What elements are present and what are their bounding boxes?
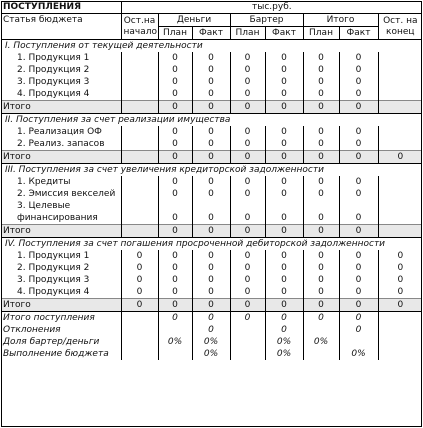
value-cell — [121, 188, 158, 200]
value-cell: 0% — [265, 348, 303, 360]
value-cell: 0 — [339, 101, 378, 114]
value-cell — [121, 151, 158, 164]
value-cell: 0 — [158, 212, 192, 225]
value-cell: 0 — [265, 212, 303, 225]
value-cell: 0 — [265, 250, 303, 262]
row-label: Итого — [1, 225, 121, 238]
value-cell: 0 — [158, 176, 192, 188]
value-cell — [158, 324, 192, 336]
closing-balance-line2: конец — [386, 26, 415, 37]
section-title: IV. Поступления за счет погашения просроченной дебиторской задолженности — [1, 238, 422, 251]
value-cell: 0 — [192, 225, 230, 238]
value-cell: 0 — [265, 101, 303, 114]
value-cell — [121, 101, 158, 114]
value-cell: 0 — [303, 76, 339, 88]
value-cell: 0 — [158, 138, 192, 151]
value-cell: 0 — [121, 299, 158, 312]
value-cell: 0 — [230, 88, 265, 101]
row-label: 2. Продукция 2 — [17, 263, 90, 273]
total-row — [1, 101, 422, 114]
value-cell: 0 — [158, 52, 192, 64]
total-fact-header: Факт — [339, 27, 378, 40]
value-cell — [230, 200, 265, 212]
table-row — [1, 200, 422, 212]
section-title: II. Поступления за счет реализации имущества — [1, 114, 422, 127]
value-cell: 0 — [303, 88, 339, 101]
value-cell — [378, 324, 422, 336]
value-cell: 0 — [339, 188, 378, 200]
value-cell: 0 — [339, 274, 378, 286]
value-cell: 0 — [265, 286, 303, 299]
table-row — [1, 212, 422, 225]
closing-balance-line1: Ост. на — [383, 15, 418, 26]
value-cell: 0 — [230, 188, 265, 200]
row-label: 3. Продукция 3 — [17, 275, 90, 285]
value-cell — [378, 64, 422, 76]
value-cell: 0 — [303, 101, 339, 114]
value-cell: 0 — [339, 250, 378, 262]
value-cell: 0 — [230, 250, 265, 262]
value-cell — [378, 76, 422, 88]
value-cell: 0 — [303, 52, 339, 64]
value-cell: 0 — [378, 151, 422, 164]
value-cell: 0 — [339, 299, 378, 312]
table-row — [1, 52, 422, 64]
row-label: 4. Продукция 4 — [17, 287, 90, 297]
value-cell: 0 — [192, 188, 230, 200]
value-cell: 0 — [303, 225, 339, 238]
value-cell: 0 — [230, 212, 265, 225]
value-cell — [121, 225, 158, 238]
total-plan-header: План — [303, 27, 339, 40]
value-cell: 0 — [378, 286, 422, 299]
value-cell — [378, 88, 422, 101]
barter-plan-header: План — [230, 27, 265, 40]
table-row — [1, 88, 422, 101]
table-row — [1, 126, 422, 138]
total-row — [1, 151, 422, 164]
value-cell: 0 — [230, 312, 265, 325]
value-cell: 0 — [230, 52, 265, 64]
value-cell: 0 — [265, 225, 303, 238]
value-cell: 0 — [192, 88, 230, 101]
value-cell: 0 — [230, 225, 265, 238]
value-cell: 0 — [303, 286, 339, 299]
value-cell: 0 — [265, 76, 303, 88]
value-cell: 0 — [158, 64, 192, 76]
value-cell — [121, 88, 158, 101]
value-cell: 0 — [265, 176, 303, 188]
section-title: III. Поступления за счет увеличения кредиторской задолженности — [1, 164, 422, 177]
section-title: I. Поступления от текущей деятельности — [1, 40, 422, 53]
value-cell — [265, 200, 303, 212]
value-cell: 0% — [158, 336, 192, 348]
value-cell — [378, 348, 422, 360]
opening-balance-line1: Ост.на — [123, 15, 156, 26]
value-cell — [378, 336, 422, 348]
value-cell: 0 — [265, 151, 303, 164]
total-row — [1, 225, 422, 238]
value-cell: 0 — [230, 76, 265, 88]
value-cell: 0 — [339, 286, 378, 299]
barter-header: Бартер — [230, 14, 303, 27]
value-cell: 0% — [192, 336, 230, 348]
value-cell: 0 — [265, 88, 303, 101]
value-cell: 0 — [121, 274, 158, 286]
table-row — [1, 176, 422, 188]
value-cell — [378, 52, 422, 64]
value-cell: 0 — [121, 286, 158, 299]
row-label: 1. Продукция 1 — [17, 53, 90, 63]
value-cell: 0 — [121, 250, 158, 262]
value-cell: 0 — [158, 262, 192, 274]
value-cell: 0 — [339, 312, 378, 325]
value-cell: 0 — [158, 312, 192, 325]
row-label: Доля бартер/деньги — [3, 337, 100, 347]
value-cell: 0 — [230, 151, 265, 164]
value-cell: 0 — [265, 274, 303, 286]
opening-balance-header — [121, 14, 158, 40]
value-cell — [378, 138, 422, 151]
value-cell: 0 — [303, 138, 339, 151]
value-cell: 0 — [158, 101, 192, 114]
value-cell: 0 — [303, 64, 339, 76]
value-cell: 0 — [378, 262, 422, 274]
value-cell — [378, 176, 422, 188]
value-cell — [378, 212, 422, 225]
money-plan-header: План — [158, 27, 192, 40]
value-cell: 0 — [265, 52, 303, 64]
value-cell — [192, 200, 230, 212]
value-cell: 0 — [158, 274, 192, 286]
value-cell: 0 — [192, 101, 230, 114]
value-cell: 0 — [339, 52, 378, 64]
row-label: 2. Реализ. запасов — [17, 139, 105, 149]
table-title: ПОСТУПЛЕНИЯ — [1, 1, 121, 14]
value-cell: 0 — [339, 151, 378, 164]
value-cell: 0 — [192, 52, 230, 64]
value-cell: 0 — [158, 188, 192, 200]
value-cell — [158, 200, 192, 212]
summary-row — [1, 348, 422, 360]
row-label: 2. Продукция 2 — [17, 65, 90, 75]
row-label: Итого — [1, 151, 121, 164]
value-cell: 0 — [230, 101, 265, 114]
value-cell: 0 — [192, 262, 230, 274]
value-cell — [230, 324, 265, 336]
value-cell — [303, 200, 339, 212]
value-cell: 0 — [339, 88, 378, 101]
value-cell — [230, 348, 265, 360]
value-cell — [339, 200, 378, 212]
value-cell: 0 — [192, 312, 230, 325]
value-cell — [378, 200, 422, 212]
value-cell: 0 — [121, 262, 158, 274]
value-cell: 0% — [339, 348, 378, 360]
value-cell: 0% — [192, 348, 230, 360]
value-cell: 0 — [265, 188, 303, 200]
table-row — [1, 188, 422, 200]
value-cell: 0 — [230, 64, 265, 76]
value-cell: 0 — [339, 212, 378, 225]
value-cell: 0 — [192, 274, 230, 286]
value-cell: 0 — [192, 151, 230, 164]
value-cell — [121, 52, 158, 64]
value-cell — [121, 126, 158, 138]
value-cell: 0 — [265, 138, 303, 151]
value-cell — [303, 348, 339, 360]
value-cell: 0 — [339, 76, 378, 88]
section-title-row — [1, 164, 422, 177]
closing-balance-header — [378, 14, 422, 40]
value-cell: 0 — [158, 76, 192, 88]
value-cell: 0 — [158, 299, 192, 312]
value-cell: 0 — [158, 250, 192, 262]
value-cell — [378, 312, 422, 325]
value-cell: 0 — [303, 126, 339, 138]
value-cell: 0 — [230, 176, 265, 188]
row-label: 1. Продукция 1 — [17, 251, 90, 261]
value-cell: 0 — [303, 250, 339, 262]
value-cell: 0 — [265, 299, 303, 312]
value-cell — [121, 336, 158, 348]
value-cell: 0 — [192, 324, 230, 336]
row-label: 3. Продукция 3 — [17, 77, 90, 87]
table-row — [1, 138, 422, 151]
value-cell: 0 — [339, 324, 378, 336]
row-label: 1. Реализация ОФ — [17, 127, 102, 137]
section-title-row — [1, 114, 422, 127]
row-label: Итого — [1, 299, 121, 312]
summary-row — [1, 324, 422, 336]
header-row-1 — [1, 1, 422, 14]
row-label: Отклонения — [3, 325, 61, 335]
row-label: 4. Продукция 4 — [17, 89, 90, 99]
value-cell: 0 — [339, 138, 378, 151]
value-cell: 0 — [230, 286, 265, 299]
row-label: 1. Кредиты — [17, 177, 71, 187]
row-label: 2. Эмиссия векселей — [17, 189, 116, 199]
value-cell: 0 — [265, 64, 303, 76]
value-cell: 0% — [303, 336, 339, 348]
value-cell — [303, 324, 339, 336]
money-header: Деньги — [158, 14, 230, 27]
value-cell: 0 — [265, 312, 303, 325]
value-cell: 0 — [303, 176, 339, 188]
value-cell: 0 — [230, 299, 265, 312]
value-cell — [121, 312, 158, 325]
summary-row — [1, 312, 422, 325]
value-cell: 0 — [339, 64, 378, 76]
table-row — [1, 250, 422, 262]
value-cell: 0 — [192, 212, 230, 225]
value-cell: 0 — [339, 225, 378, 238]
value-cell: 0 — [265, 324, 303, 336]
value-cell: 0 — [339, 126, 378, 138]
value-cell: 0 — [303, 262, 339, 274]
header-row-2 — [1, 14, 422, 27]
money-fact-header: Факт — [192, 27, 230, 40]
item-column-header: Статья бюджета — [3, 15, 83, 25]
row-label: Итого поступления — [1, 312, 121, 325]
value-cell — [378, 101, 422, 114]
budget-table — [1, 1, 422, 360]
value-cell: 0 — [192, 176, 230, 188]
value-cell: 0 — [303, 212, 339, 225]
value-cell: 0 — [303, 299, 339, 312]
table-row — [1, 76, 422, 88]
total-row — [1, 299, 422, 312]
value-cell: 0 — [339, 262, 378, 274]
value-cell — [378, 188, 422, 200]
value-cell: 0 — [158, 126, 192, 138]
value-cell — [121, 212, 158, 225]
value-cell — [121, 138, 158, 151]
table-row — [1, 262, 422, 274]
value-cell: 0 — [230, 126, 265, 138]
value-cell: 0 — [192, 76, 230, 88]
value-cell: 0 — [265, 262, 303, 274]
value-cell — [121, 176, 158, 188]
value-cell: 0 — [192, 126, 230, 138]
value-cell: 0 — [230, 274, 265, 286]
value-cell: 0 — [192, 250, 230, 262]
row-label: финансирования — [17, 213, 98, 223]
unit-label: тыс.руб. — [121, 1, 422, 14]
value-cell: 0 — [158, 225, 192, 238]
value-cell: 0 — [158, 286, 192, 299]
table-row — [1, 64, 422, 76]
value-cell: 0 — [303, 312, 339, 325]
row-label: Итого — [1, 101, 121, 114]
table-row — [1, 286, 422, 299]
value-cell: 0 — [378, 274, 422, 286]
row-label: 3. Целевые — [17, 201, 71, 211]
value-cell — [339, 336, 378, 348]
value-cell — [121, 200, 158, 212]
value-cell: 0% — [265, 336, 303, 348]
value-cell — [121, 348, 158, 360]
value-cell — [121, 324, 158, 336]
value-cell — [121, 76, 158, 88]
value-cell: 0 — [230, 138, 265, 151]
section-title-row — [1, 40, 422, 53]
barter-fact-header: Факт — [265, 27, 303, 40]
value-cell: 0 — [303, 151, 339, 164]
value-cell: 0 — [192, 64, 230, 76]
opening-balance-line2: начало — [123, 26, 157, 37]
total-header: Итого — [303, 14, 378, 27]
value-cell: 0 — [158, 151, 192, 164]
value-cell: 0 — [303, 188, 339, 200]
value-cell — [158, 348, 192, 360]
row-label: Выполнение бюджета — [3, 349, 109, 359]
value-cell: 0 — [192, 286, 230, 299]
table-row — [1, 274, 422, 286]
value-cell — [378, 126, 422, 138]
value-cell: 0 — [378, 250, 422, 262]
value-cell — [121, 64, 158, 76]
section-title-row — [1, 238, 422, 251]
summary-row — [1, 336, 422, 348]
value-cell: 0 — [265, 126, 303, 138]
value-cell: 0 — [339, 176, 378, 188]
value-cell — [378, 225, 422, 238]
value-cell: 0 — [378, 299, 422, 312]
value-cell: 0 — [192, 299, 230, 312]
value-cell: 0 — [303, 274, 339, 286]
value-cell: 0 — [192, 138, 230, 151]
value-cell: 0 — [158, 88, 192, 101]
value-cell — [230, 336, 265, 348]
value-cell: 0 — [230, 262, 265, 274]
